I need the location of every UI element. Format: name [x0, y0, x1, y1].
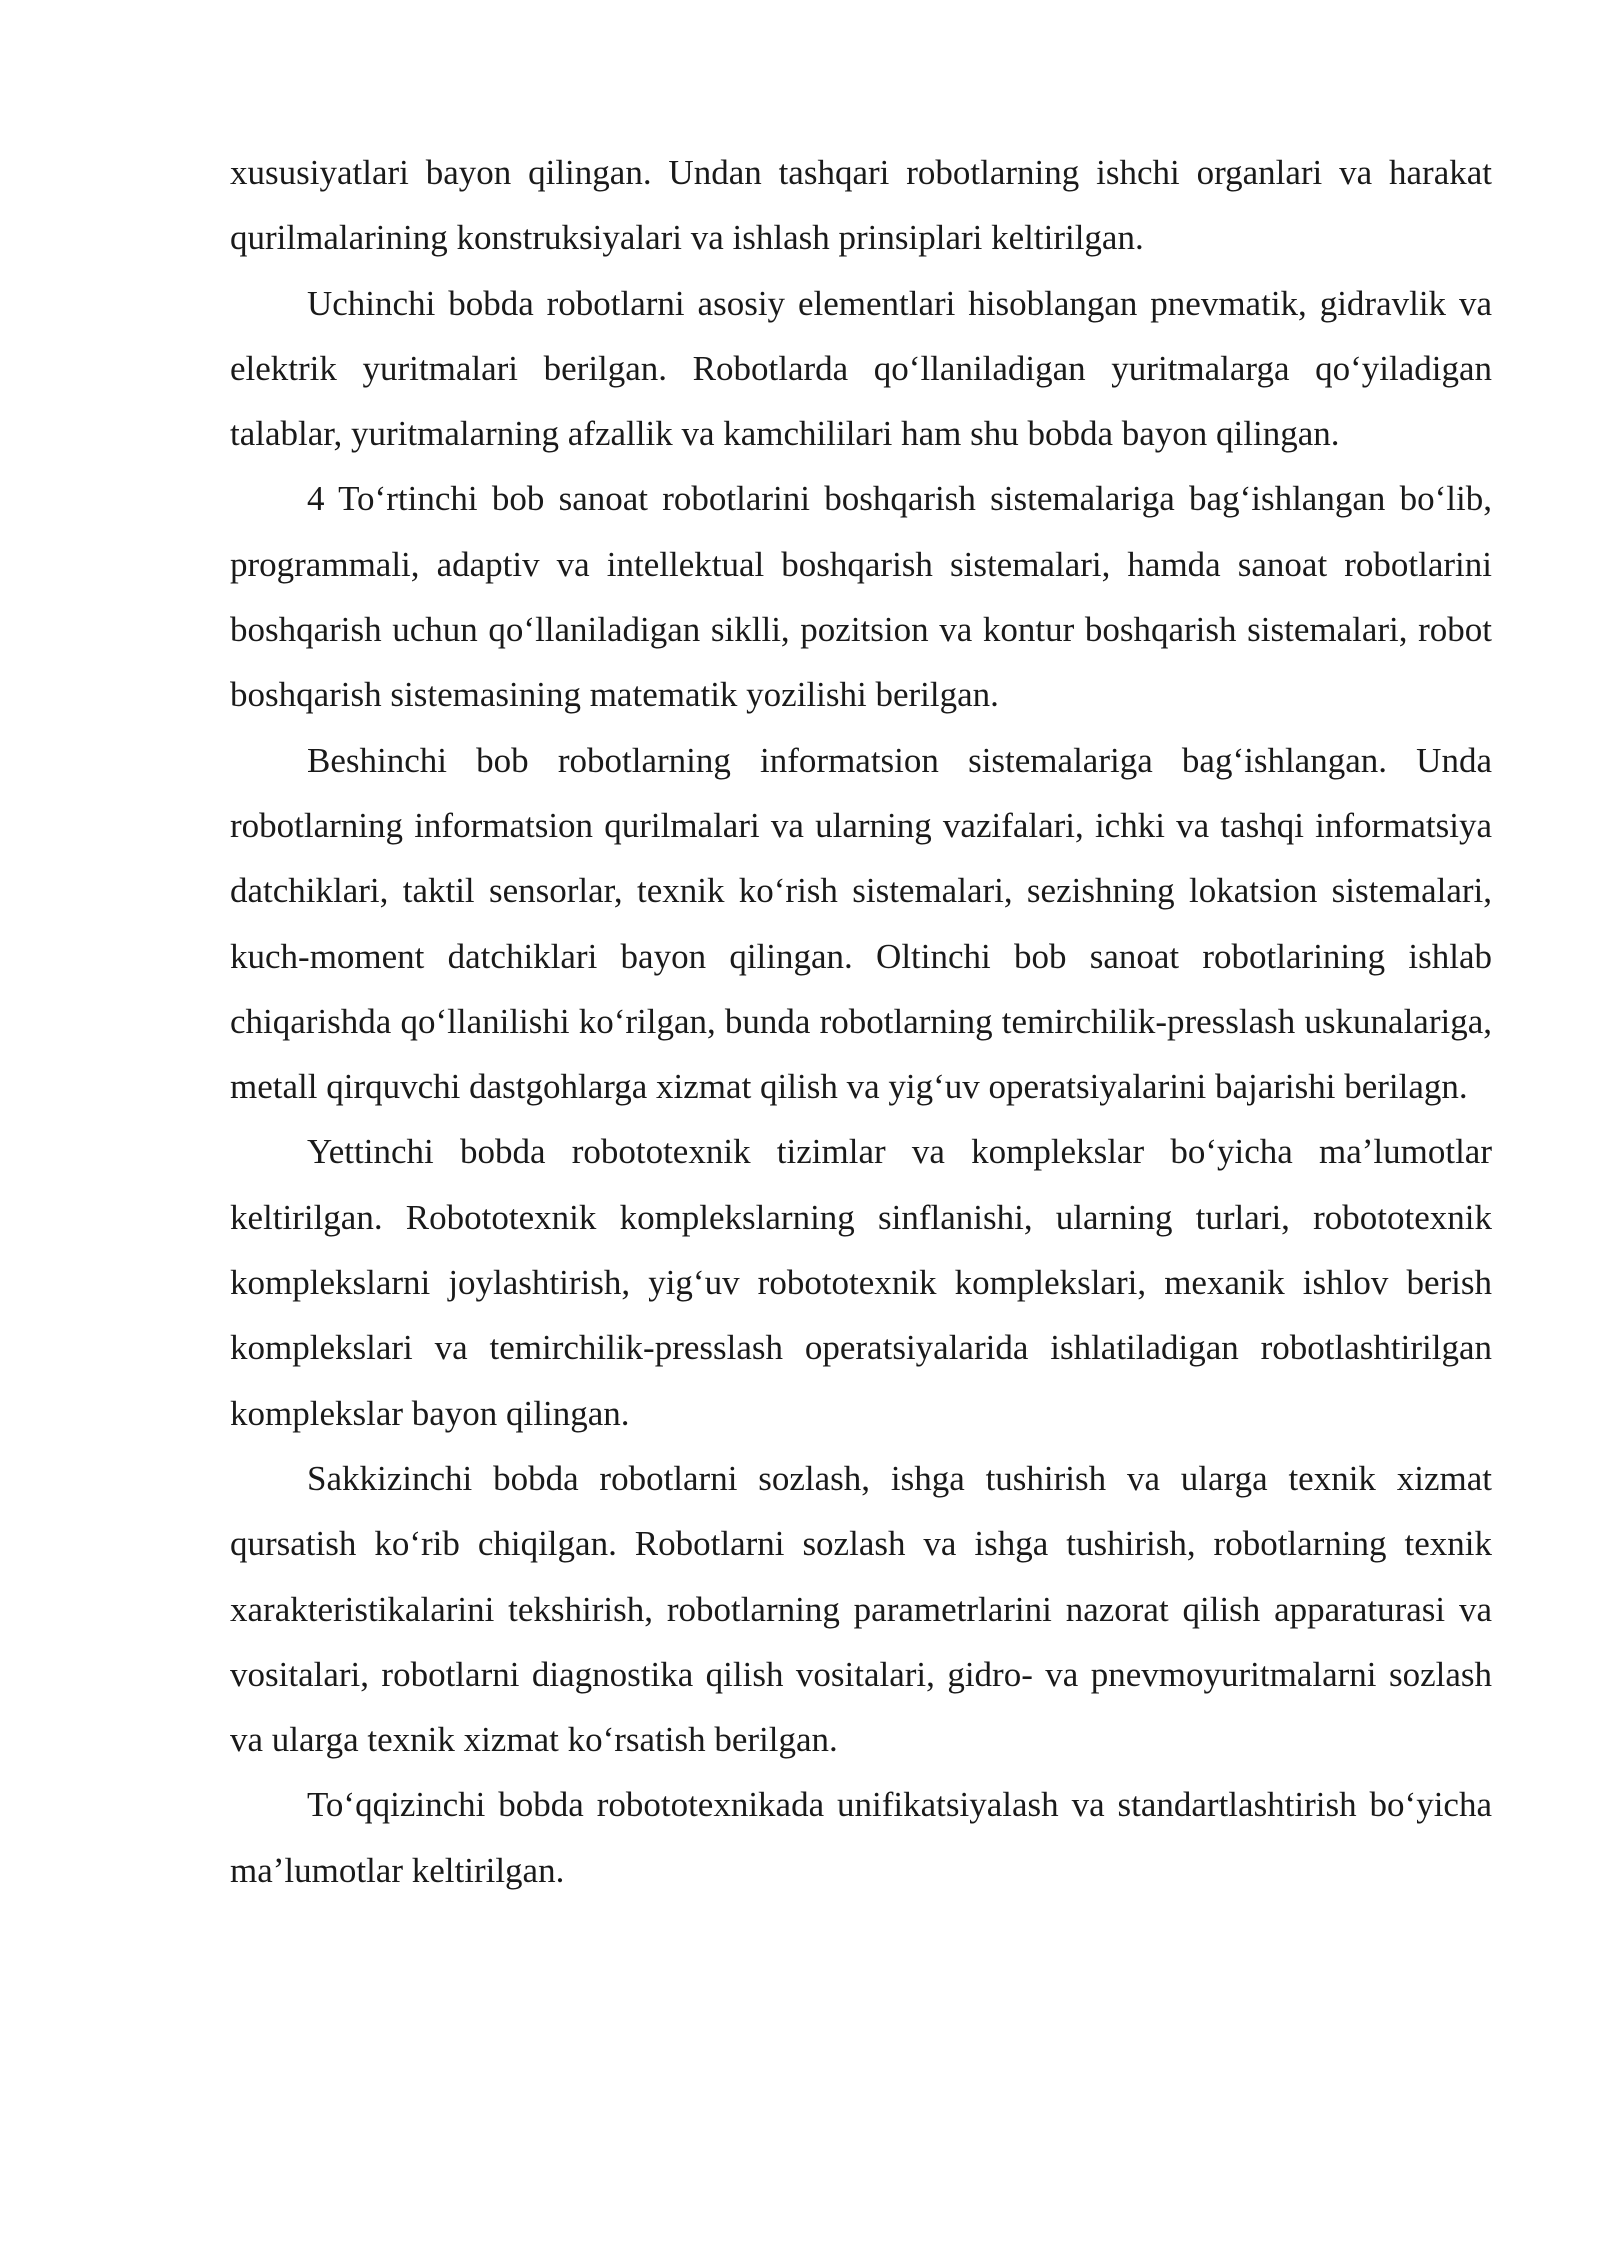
document-page — [230, 140, 1492, 1903]
paragraph-chapter-8: Sakkizinchi bobda robotlarni sozlash, ishga tushirish va ularga texnik xizmat qursatish koʻrib chiqilgan. Robotlarni sozlash va ishga tushirish, robotlarning texnik xarakteristikalarini tekshirish, robotlarning parametrlarini nazorat qilish apparaturasi va vositalari, robotlarni diagnostika qilish vositalari, gidro- va pnevmoyuritmalarni sozlash va ularga texnik xizmat koʻrsatish berilgan. — [230, 1458, 1492, 1760]
paragraph-chapter-5-6: Beshinchi bob robotlarning informatsion sistemalariga bagʻishlangan. Unda robotlarning informatsion qurilmalari va ularning vazifalari, ichki va tashqi informatsiya datchiklari, taktil sensorlar, texnik koʻrish sistemalari, sezishning lokatsion sistemalari, kuch-moment datchiklari bayon qilingan. Oltinchi bob sanoat robotlarining ishlab chiqarishda qoʻllanilishi koʻrilgan, bunda robotlarning temirchilik-presslash uskunalariga, metall qirquvchi dastgohlarga xizmat qilish va yigʻuv operatsiyalarini bajarishi berilagn. — [230, 740, 1492, 1107]
paragraph-chapter-7: Yettinchi bobda robototexnik tizimlar va komplekslar boʻyicha maʼlumotlar keltirilgan. Robototexnik komplekslarning sinflanishi, ularning turlari, robototexnik komplekslarni joylashtirish, yigʻuv robototexnik komplekslari, mexanik ishlov berish komplekslari va temirchilik-presslash operatsiyalarida ishlatiladigan robotlashtirilgan komplekslar bayon qilingan. — [230, 1132, 1492, 1433]
paragraph-chapter-4: 4 Toʻrtinchi bob sanoat robotlarini boshqarish sistemalariga bagʻishlangan boʻlib, programmali, adaptiv va intellektual boshqarish sistemalari, hamda sanoat robotlarini boshqarish uchun qoʻllaniladigan siklli, pozitsion va kontur boshqarish sistemalari, robot boshqarish sistemasining matematik yozilishi berilgan. — [230, 479, 1492, 715]
paragraph-continuation: xususiyatlari bayon qilingan. Undan tashqari robotlarning ishchi organlari va harakat qurilmalarining konstruksiyalari va ishlash prinsiplari keltirilgan. — [230, 153, 1492, 258]
paragraph-chapter-9: Toʻqqizinchi bobda robototexnikada unifikatsiyalash va standartlashtirish boʻyicha maʼlumotlar keltirilgan. — [230, 1785, 1492, 1890]
paragraph-chapter-3: Uchinchi bobda robotlarni asosiy elementlari hisoblangan pnevmatik, gidravlik va elektrik yuritmalari berilgan. Robotlarda qoʻllaniladigan yuritmalarga qoʻyiladigan talablar, yuritmalarning afzallik va kamchililari ham shu bobda bayon qilingan. — [230, 283, 1492, 454]
